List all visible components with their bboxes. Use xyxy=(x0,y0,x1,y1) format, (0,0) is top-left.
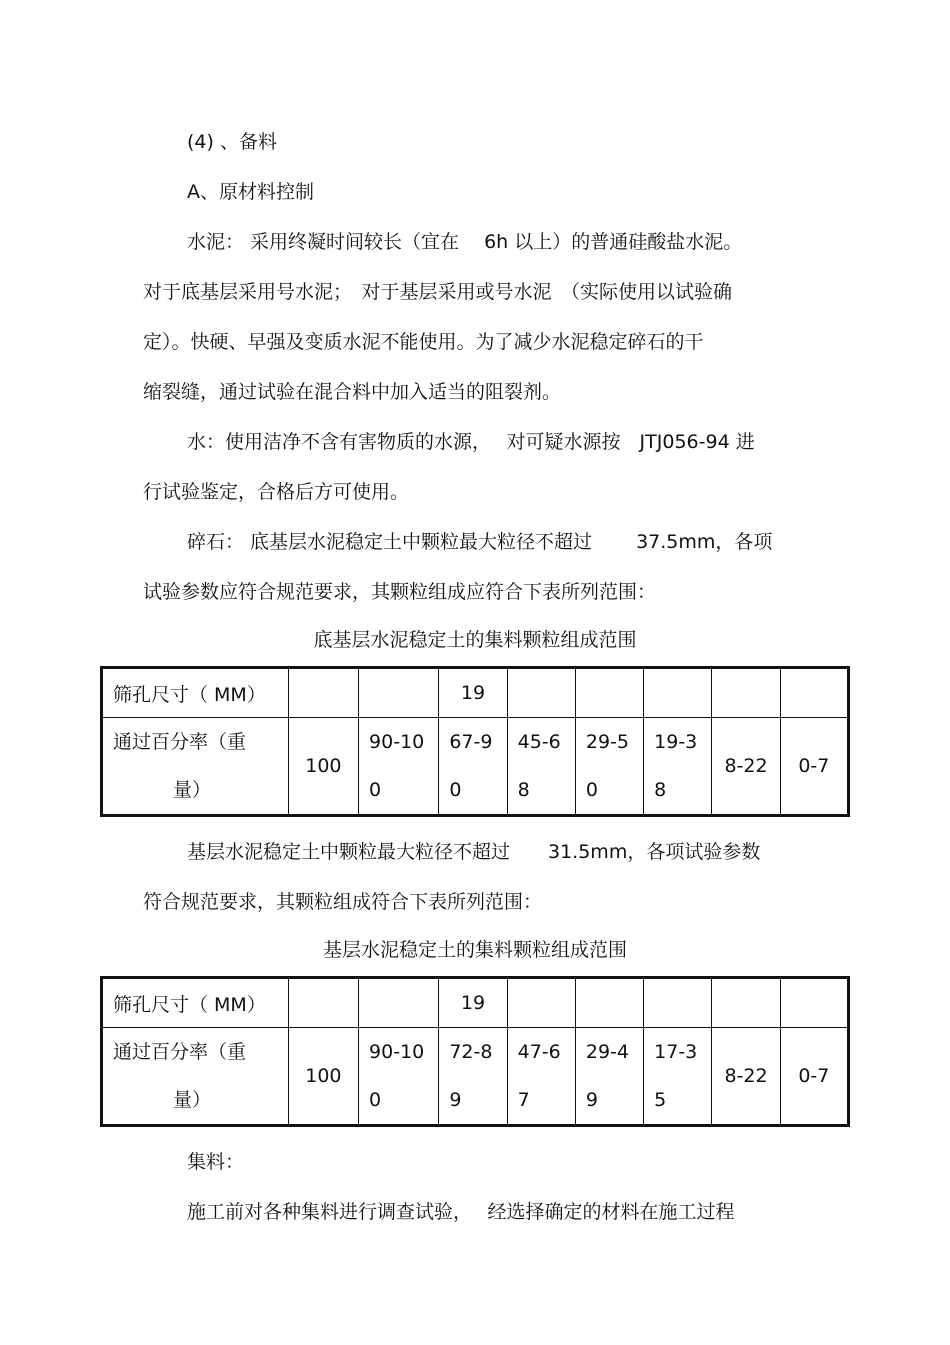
sieve-size-19: 19 xyxy=(439,668,507,718)
table-cell: 19-3 8 xyxy=(644,718,712,816)
gravel-paragraph-line-2: 试验参数应符合规范要求，其颗粒组成应符合下表所列范围： xyxy=(143,581,657,603)
table-cell: 90-10 0 xyxy=(359,1028,439,1126)
cement-paragraph-line-4: 缩裂缝，通过试验在混合料中加入适当的阻裂剂。 xyxy=(143,381,562,403)
table-cell: 47-6 7 xyxy=(507,1028,575,1126)
base-paragraph-line-1: 基层水泥稳定土中颗粒最大粒径不超过 31.5mm，各项试验参数 xyxy=(187,841,761,863)
table-cell: 72-8 9 xyxy=(439,1028,507,1126)
table-cell: 100 xyxy=(288,1028,358,1126)
water-paragraph-line-1: 水：使用洁净不含有害物质的水源， 对可疑水源按 JTJ056-94 进 xyxy=(187,431,755,453)
water-paragraph-line-2: 行试验鉴定，合格后方可使用。 xyxy=(143,481,410,503)
table-cell: 8-22 xyxy=(712,718,780,816)
table-cell: 0-7 xyxy=(780,718,848,816)
gravel-paragraph-line-1: 碎石： 底基层水泥稳定土中颗粒最大粒径不超过 37.5mm，各项 xyxy=(187,531,773,553)
table-cell: 100 xyxy=(288,718,358,816)
table-cell: 29-5 0 xyxy=(575,718,643,816)
table-row xyxy=(102,718,849,816)
table1-caption: 底基层水泥稳定土的集料颗粒组成范围 xyxy=(313,629,637,651)
cement-paragraph-line-3: 定）。快硬、早强及变质水泥不能使用。为了减少水泥稳定碎石的干 xyxy=(143,331,704,353)
subsection-heading: A、原材料控制 xyxy=(187,181,314,203)
table-cell: 0-7 xyxy=(780,1028,848,1126)
table-cell: 90-10 0 xyxy=(359,718,439,816)
aggregate-heading: 集料： xyxy=(187,1151,245,1173)
table-cell: 67-9 0 xyxy=(439,718,507,816)
passing-percent-label: 通过百分率（重 量） xyxy=(102,718,289,816)
table-cell: 45-6 8 xyxy=(507,718,575,816)
cement-paragraph-line-1: 水泥： 采用终凝时间较长（宜在 6h 以上）的普通硅酸盐水泥。 xyxy=(187,231,743,253)
section-heading: (4) 、备料 xyxy=(187,131,277,153)
aggregate-paragraph-line-1: 施工前对各种集料进行调查试验， 经选择确定的材料在施工过程 xyxy=(187,1201,735,1223)
cement-paragraph-line-2: 对于底基层采用号水泥； 对于基层采用或号水泥 （实际使用以试验确 xyxy=(143,281,733,303)
table-row xyxy=(102,668,849,718)
passing-percent-label: 通过百分率（重 量） xyxy=(102,1028,289,1126)
table-row xyxy=(102,1028,849,1126)
base-paragraph-line-2: 符合规范要求，其颗粒组成符合下表所列范围： xyxy=(143,891,543,913)
sieve-size-label: 筛孔尺寸（ MM） xyxy=(102,668,289,718)
table-row xyxy=(102,978,849,1028)
table-cell: 17-3 5 xyxy=(644,1028,712,1126)
table-cell: 29-4 9 xyxy=(575,1028,643,1126)
base-gradation-table xyxy=(100,976,850,1127)
subbase-gradation-table xyxy=(100,666,850,817)
sieve-size-19: 19 xyxy=(439,978,507,1028)
table-cell: 8-22 xyxy=(712,1028,780,1126)
table2-caption: 基层水泥稳定土的集料颗粒组成范围 xyxy=(322,939,627,961)
sieve-size-label: 筛孔尺寸（ MM） xyxy=(102,978,289,1028)
